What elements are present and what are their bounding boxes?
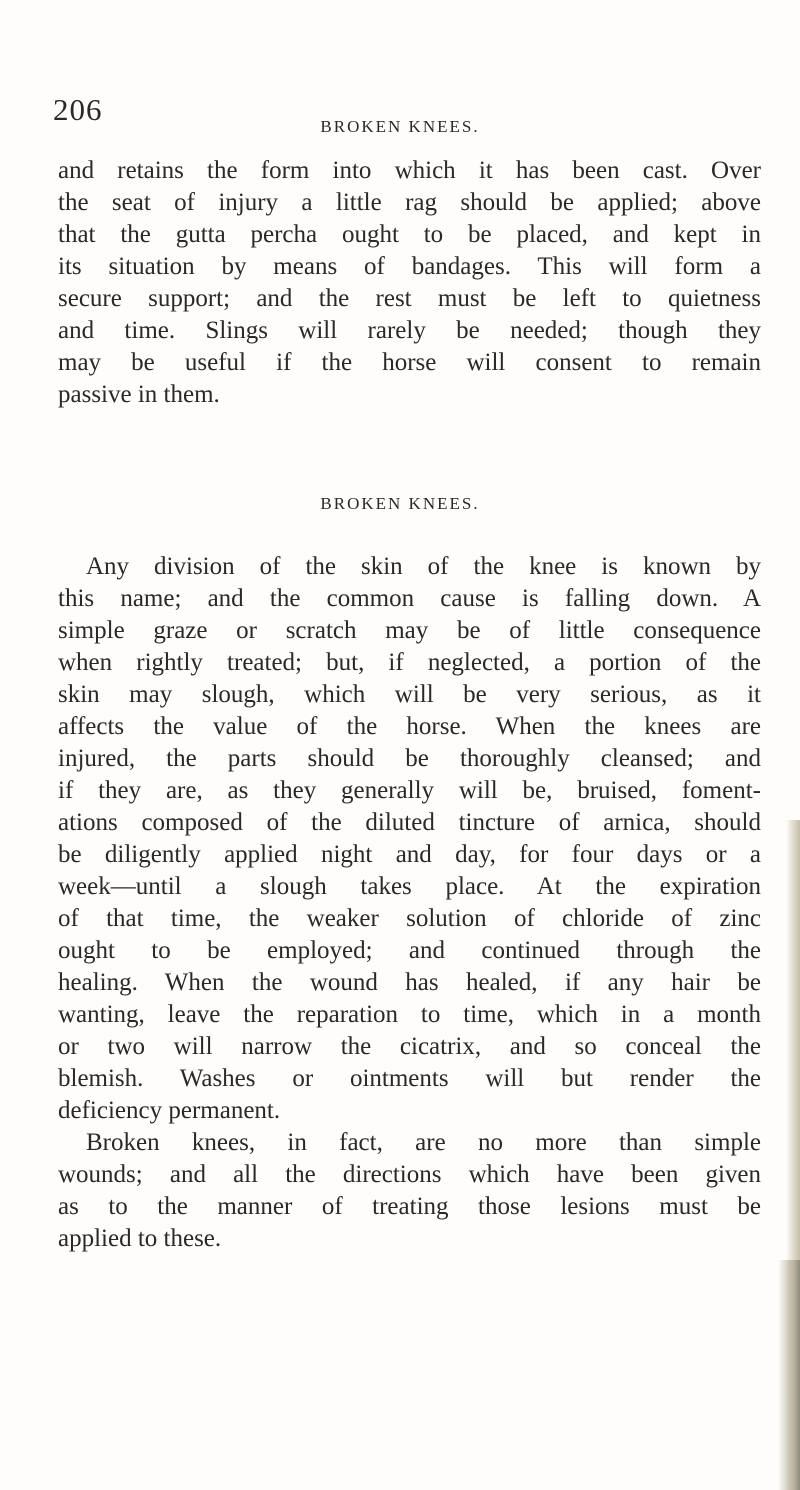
text-line: as to the manner of treating those lesions must be [58, 1193, 761, 1220]
text-line: be diligently applied night and day, for four days or a [58, 841, 761, 868]
text-line: injured, the parts should be thoroughly cleansed; and [58, 745, 761, 772]
text-line: skin may slough, which will be very serious, as it [58, 681, 761, 708]
running-title: BROKEN KNEES. [320, 117, 480, 136]
text-line: affects the value of the horse. When the knees are [58, 713, 761, 740]
text-line: blemish. Washes or ointments will but render the [58, 1065, 761, 1092]
text-line: that the gutta percha ought to be placed, and kept in [58, 221, 761, 248]
text-line: and retains the form into which it has been cast. Over [58, 157, 761, 184]
text-line: and time. Slings will rarely be needed; though they [58, 317, 761, 344]
text-line: the seat of injury a little rag should be applied; above [58, 189, 761, 216]
text-line: Any division of the skin of the knee is known by [86, 553, 761, 580]
text-line: or two will narrow the cicatrix, and so conceal the [58, 1033, 761, 1060]
page-edge-shadow [778, 1260, 800, 1490]
text-line: wanting, leave the reparation to time, which in a month [58, 1001, 761, 1028]
text-line: its situation by means of bandages. This will form a [58, 253, 761, 280]
text-line: of that time, the weaker solution of chloride of zinc [58, 905, 761, 932]
text-line: ations composed of the diluted tincture of arnica, should [58, 809, 761, 836]
text-line: healing. When the wound has healed, if any hair be [58, 969, 761, 996]
text-line: applied to these. [58, 1225, 222, 1252]
page-number: 206 [53, 92, 103, 127]
text-line: if they are, as they generally will be, bruised, foment- [58, 777, 761, 804]
text-line: may be useful if the horse will consent to remain [58, 349, 761, 376]
text-line: this name; and the common cause is falling down. A [58, 585, 761, 612]
text-line: week—until a slough takes place. At the expiration [58, 873, 761, 900]
text-line: simple graze or scratch may be of little consequence [58, 617, 761, 644]
section-heading: BROKEN KNEES. [320, 494, 480, 513]
paragraph-gutta-percha [58, 155, 761, 411]
text-line: wounds; and all the directions which have been given [58, 1161, 761, 1188]
section-body [58, 551, 761, 1255]
text-line: Broken knees, in fact, are no more than simple [86, 1129, 761, 1156]
text-line: ought to be employed; and continued through the [58, 937, 761, 964]
text-line: when rightly treated; but, if neglected, a portion of the [58, 649, 761, 676]
text-line: passive in them. [58, 381, 220, 408]
text-line: secure support; and the rest must be left to quietness [58, 285, 761, 312]
text-line: deficiency permanent. [58, 1097, 281, 1124]
